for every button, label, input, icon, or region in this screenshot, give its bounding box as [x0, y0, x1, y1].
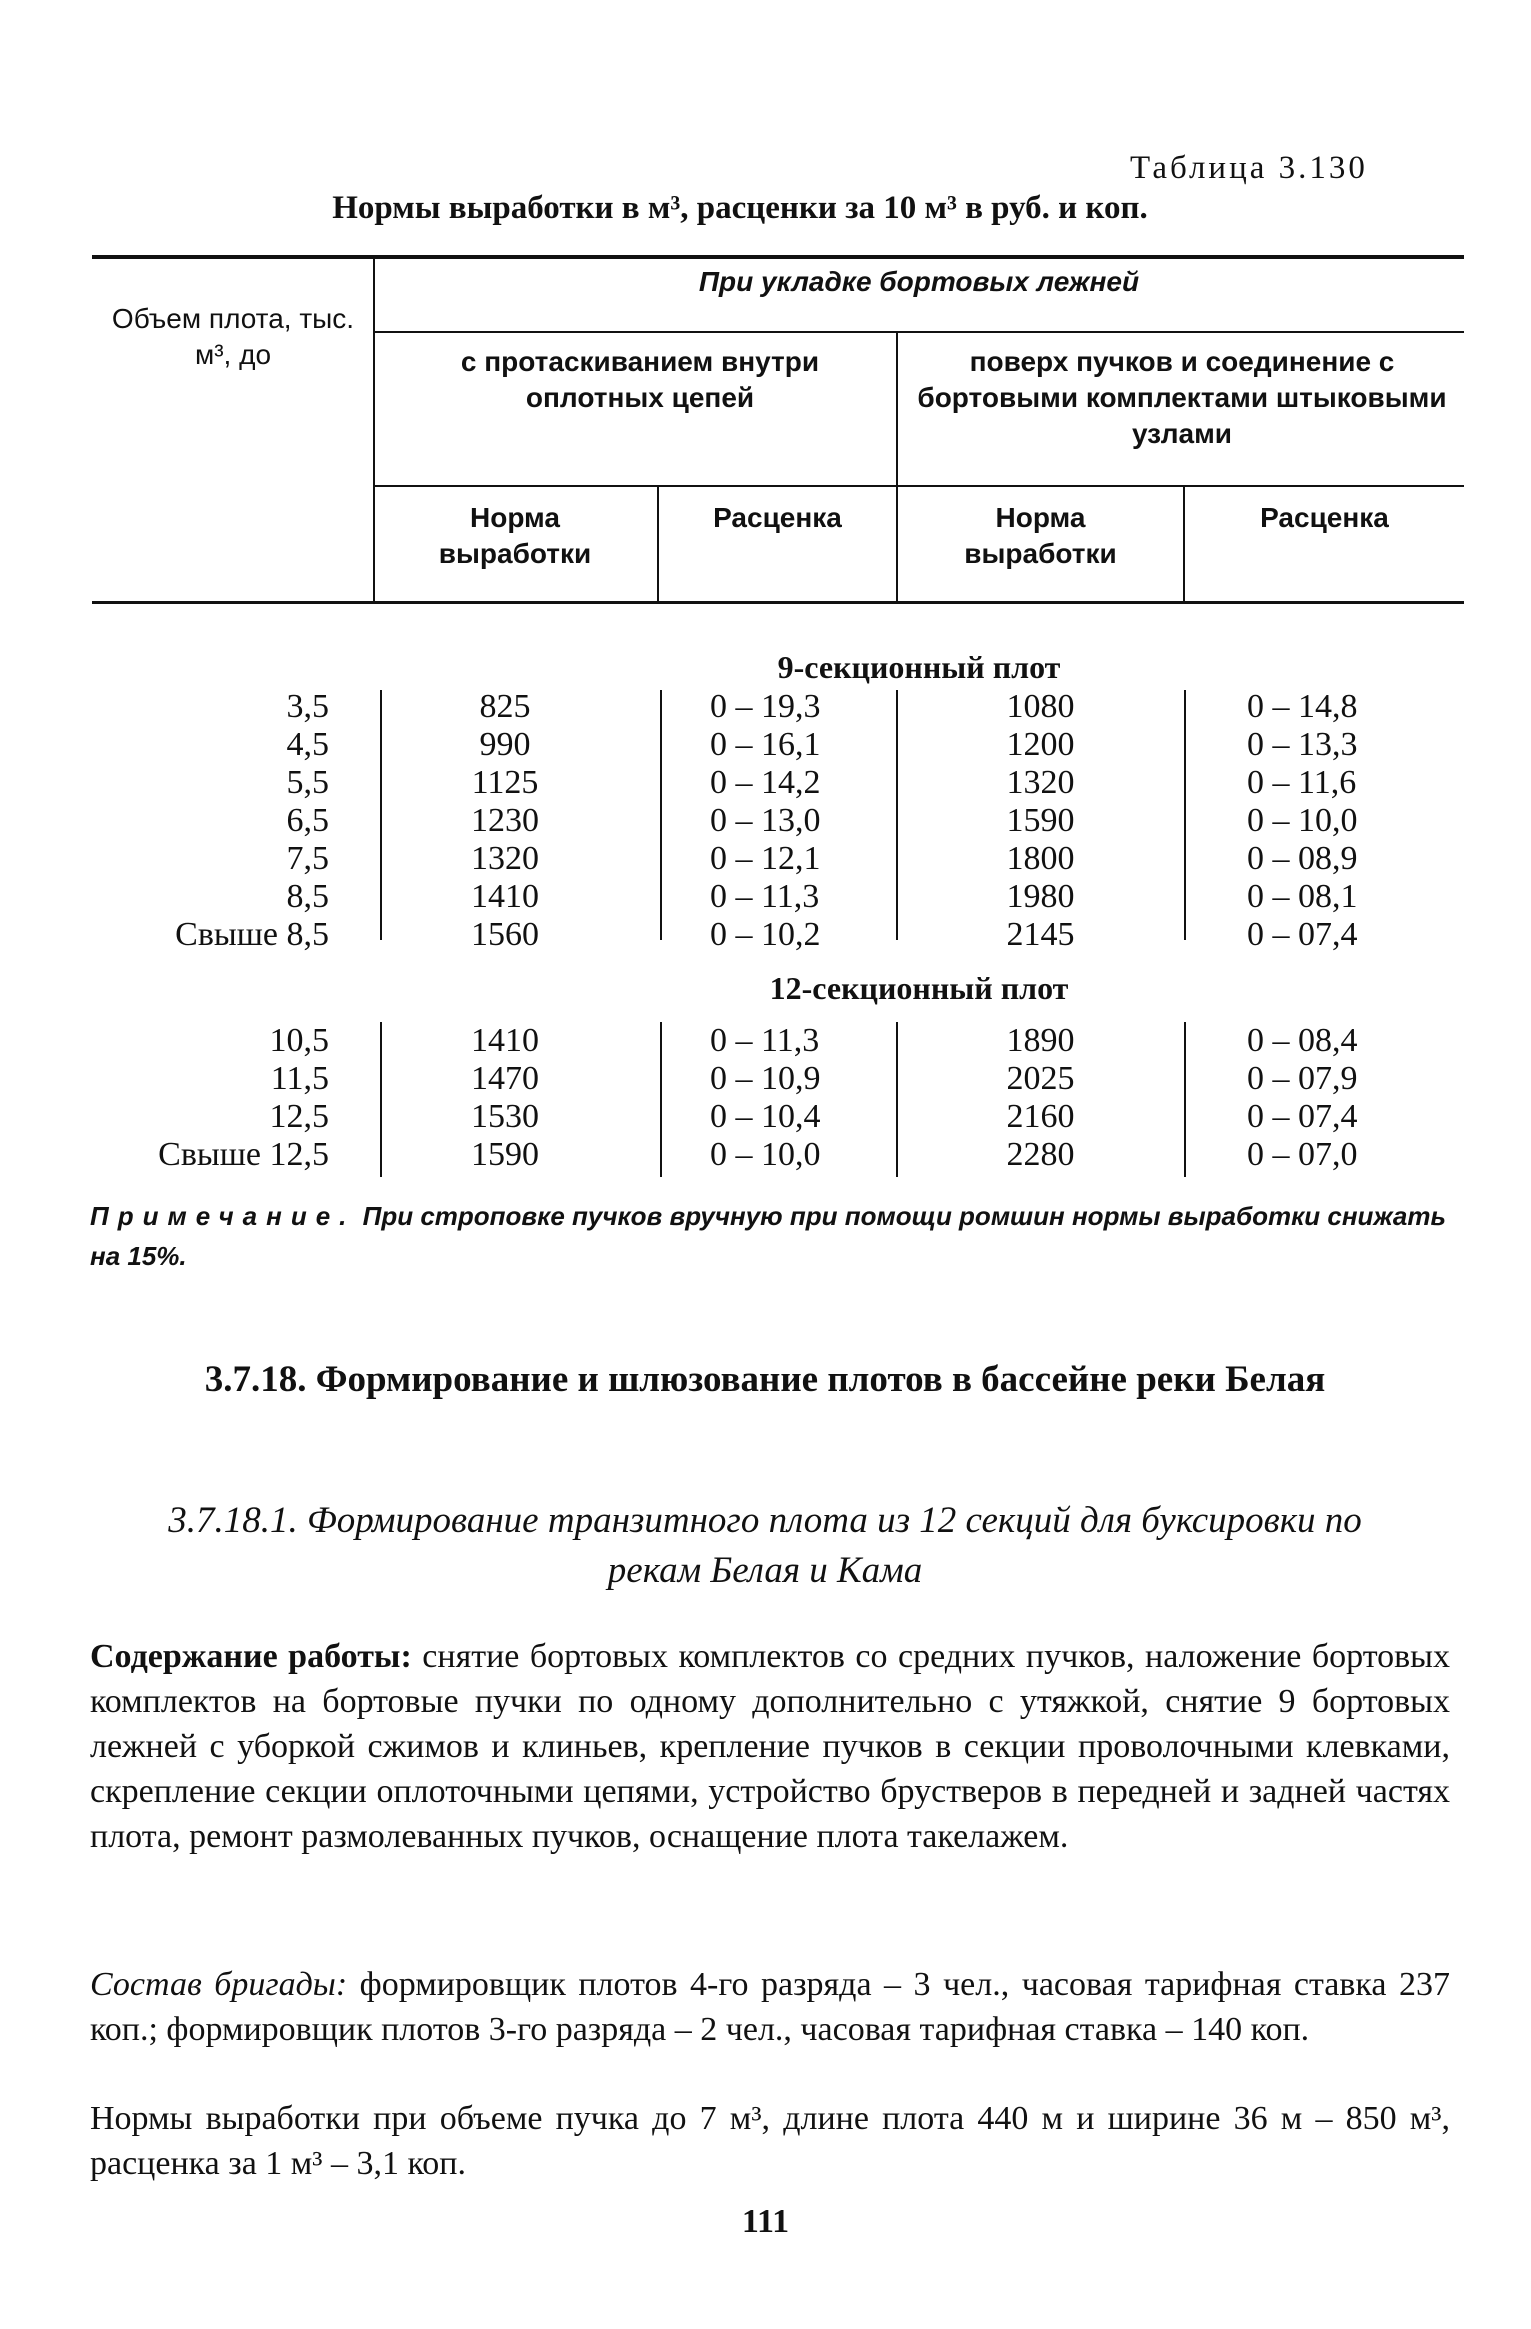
cell-norm-1: 1590 — [471, 1136, 539, 1173]
col-header-rate-1: Расценка — [713, 502, 842, 533]
col-header-volume: Объем плота, тыс. м³, до — [111, 303, 355, 370]
cell-rate-1: 0 – 13,0 — [710, 802, 821, 839]
norms-label: Нормы выработки — [90, 2100, 360, 2137]
cell-volume: 10,5 — [269, 1022, 329, 1059]
cell-norm-1: 1410 — [471, 878, 539, 915]
cell-volume: 4,5 — [286, 726, 329, 763]
content-label: Содержание работы: — [90, 1638, 412, 1675]
paragraph-norms — [90, 2096, 1450, 2186]
cell-rate-1: 0 – 10,2 — [710, 916, 821, 953]
group-header: При укладке бортовых лежней — [698, 266, 1140, 297]
cell-norm-2: 1590 — [1006, 802, 1075, 839]
col-header-norm-1: Норма выработки — [438, 502, 592, 569]
cell-rate-2: 0 – 08,4 — [1247, 1022, 1358, 1059]
cell-rate-1: 0 – 11,3 — [710, 878, 820, 915]
cell-rate-2: 0 – 07,4 — [1247, 1098, 1358, 1135]
page-number: 111 — [741, 2203, 790, 2240]
paragraph-crew — [90, 1962, 1450, 2052]
note-text: При строповке пучков вручную при помощи ромшин нормы выработки снижать на 15%. — [90, 1201, 1446, 1271]
table-subgroup-rule — [374, 485, 1464, 487]
cell-volume: 11,5 — [270, 1060, 329, 1097]
col-header-rate-2: Расценка — [1260, 502, 1389, 533]
cell-norm-2: 1980 — [1006, 878, 1075, 915]
cell-rate-1: 0 – 19,3 — [710, 688, 821, 725]
table-header-rule — [92, 601, 1464, 604]
cell-rate-1: 0 – 10,9 — [710, 1060, 821, 1097]
crew-text: формировщик плотов 4-го разряда – 3 чел., часовая тарифная ставка 237 коп.; формировщик плотов 3-го разряда – 2 чел., часовая тарифная ставка – 140 коп. — [90, 1966, 1451, 2048]
cell-norm-2: 1200 — [1006, 726, 1075, 763]
cell-volume: 3,5 — [286, 688, 329, 725]
cell-norm-1: 990 — [479, 726, 531, 763]
cell-volume: Свыше 8,5 — [175, 916, 329, 953]
cell-norm-1: 1320 — [471, 840, 539, 877]
cell-volume: Свыше 12,5 — [158, 1136, 329, 1173]
note-label: Примечание. — [90, 1201, 356, 1231]
cell-norm-2: 1080 — [1006, 688, 1075, 725]
table-top-rule — [92, 255, 1464, 259]
table-label: Таблица 3.130 — [1130, 150, 1368, 186]
cell-norm-2: 2280 — [1006, 1136, 1075, 1173]
table-title: Нормы выработки в м³, расценки за 10 м³ в руб. и коп. — [332, 190, 1148, 226]
cell-norm-2: 1800 — [1006, 840, 1075, 877]
cell-norm-2: 2160 — [1006, 1098, 1075, 1135]
subsection-title: 3.7.18.1. Формирование транзитного плота из 12 секций для буксировки по рекам Белая и Кама — [168, 1500, 1362, 1591]
cell-norm-1: 1125 — [471, 764, 539, 801]
crew-label: Состав бригады: — [90, 1966, 348, 2003]
cell-rate-1: 0 – 11,3 — [710, 1022, 820, 1059]
cell-volume: 7,5 — [286, 840, 329, 877]
content-text: снятие бортовых комплектов со средних пучков, наложение бортовых комплектов на бортовые пучки по одному дополнительно с утяжкой, снятие 9 бортовых лежней с уборкой сжимов и клиньев, крепление пучков в секции проволочными клевками, скрепление секции оплоточными цепями, устройство брустверов в передней и задней частях плота, ремонт размолеванных пучков, оснащение плота такелажем. — [90, 1638, 1451, 1855]
cell-rate-2: 0 – 07,0 — [1247, 1136, 1358, 1173]
cell-norm-2: 2025 — [1006, 1060, 1075, 1097]
cell-rate-2: 0 – 08,1 — [1247, 878, 1358, 915]
section-title-9: 9-секционный плот — [777, 649, 1061, 685]
section-title-12: 12-секционный плот — [769, 970, 1069, 1006]
cell-rate-2: 0 – 10,0 — [1247, 802, 1358, 839]
cell-norm-2: 1320 — [1006, 764, 1075, 801]
cell-volume: 12,5 — [269, 1098, 329, 1135]
cell-norm-1: 1410 — [471, 1022, 539, 1059]
cell-volume: 8,5 — [286, 878, 329, 915]
cell-norm-2: 2145 — [1006, 916, 1075, 953]
subgroup-header-1: с протаскиванием внутри оплотных цепей — [460, 346, 820, 413]
table-note — [90, 1196, 1470, 1276]
cell-rate-2: 0 – 11,6 — [1247, 764, 1357, 801]
cell-rate-2: 0 – 07,9 — [1247, 1060, 1358, 1097]
subgroup-header-2: поверх пучков и соединение с бортовыми комплектами штыковыми узлами — [917, 346, 1447, 449]
cell-norm-2: 1890 — [1006, 1022, 1075, 1059]
cell-rate-1: 0 – 10,0 — [710, 1136, 821, 1173]
cell-rate-2: 0 – 14,8 — [1247, 688, 1358, 725]
cell-rate-1: 0 – 16,1 — [710, 726, 821, 763]
cell-rate-2: 0 – 13,3 — [1247, 726, 1358, 763]
cell-norm-1: 825 — [479, 688, 531, 725]
cell-rate-1: 0 – 10,4 — [710, 1098, 821, 1135]
cell-norm-1: 1230 — [471, 802, 539, 839]
cell-norm-1: 1470 — [471, 1060, 539, 1097]
cell-volume: 6,5 — [286, 802, 329, 839]
cell-volume: 5,5 — [286, 764, 329, 801]
cell-norm-1: 1530 — [471, 1098, 539, 1135]
cell-rate-1: 0 – 14,2 — [710, 764, 821, 801]
table-group-rule — [374, 331, 1464, 333]
cell-rate-2: 0 – 07,4 — [1247, 916, 1358, 953]
cell-rate-2: 0 – 08,9 — [1247, 840, 1358, 877]
paragraph-content — [90, 1634, 1450, 1859]
cell-norm-1: 1560 — [471, 916, 539, 953]
norms-text: при объеме пучка до 7 м³, длине плота 440 м и ширине 36 м – 850 м³, расценка за 1 м³ – 3,1 коп. — [90, 2100, 1451, 2182]
section-title: 3.7.18. Формирование и шлюзование плотов в бассейне реки Белая — [204, 1359, 1326, 1400]
cell-rate-1: 0 – 12,1 — [710, 840, 821, 877]
col-header-norm-2: Норма выработки — [964, 502, 1117, 569]
